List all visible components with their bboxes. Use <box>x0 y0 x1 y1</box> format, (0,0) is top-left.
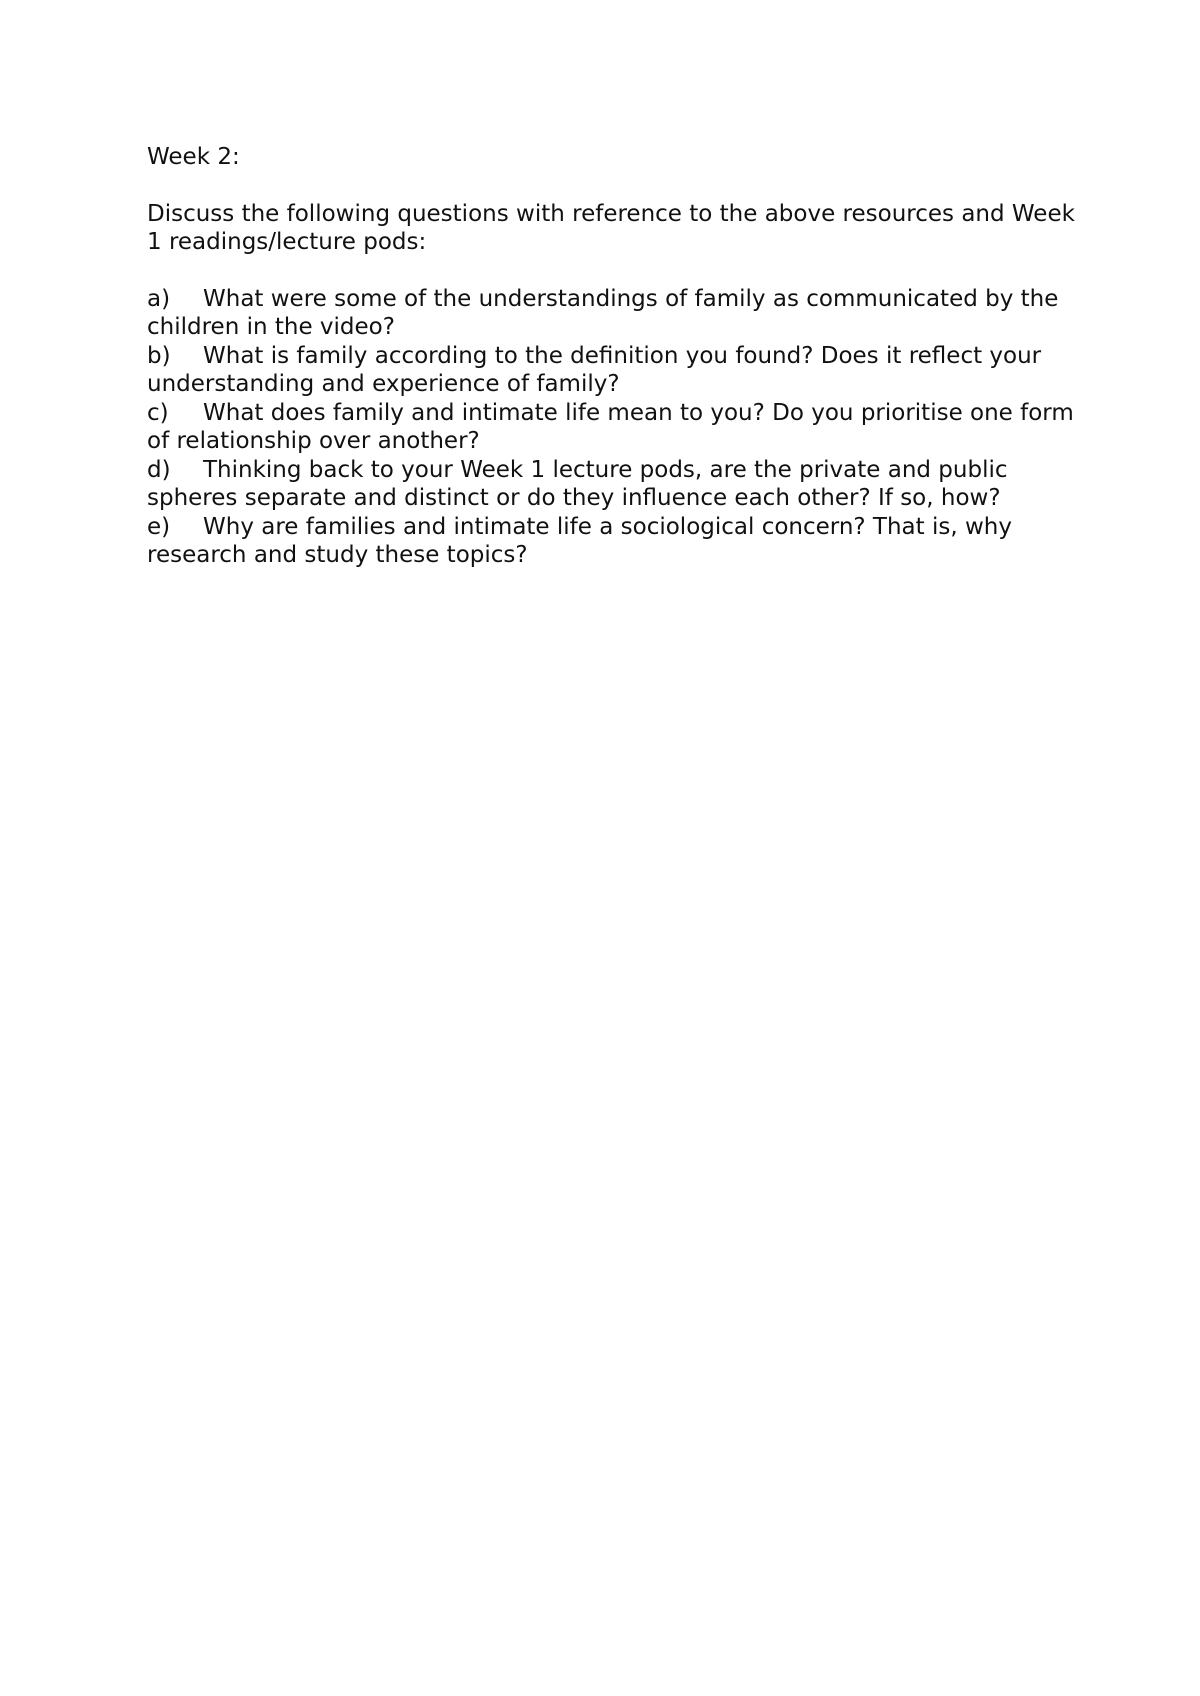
question-letter: b) <box>147 342 171 369</box>
question-list <box>147 285 1087 570</box>
question-letter: c) <box>147 399 169 426</box>
question-letter: a) <box>147 285 171 312</box>
question-text: Why are families and intimate life a sociological concern? That is, why research and study these topics? <box>147 513 1012 568</box>
question-item-a <box>147 285 1087 342</box>
question-item-b <box>147 342 1087 399</box>
question-item-d <box>147 456 1087 513</box>
question-item-e <box>147 513 1087 570</box>
question-text: What does family and intimate life mean to you? Do you prioritise one form of relationship over another? <box>147 399 1074 454</box>
week-heading: Week 2: <box>147 144 240 170</box>
intro-paragraph: Discuss the following questions with reference to the above resources and Week 1 readings/lecture pods: <box>147 200 1075 255</box>
question-text: What is family according to the definition you found? Does it reflect your understanding and experience of family? <box>147 342 1042 397</box>
question-letter: e) <box>147 513 171 540</box>
question-item-c <box>147 399 1087 456</box>
document-page <box>147 143 1087 570</box>
question-letter: d) <box>147 456 171 483</box>
question-text: Thinking back to your Week 1 lecture pods, are the private and public spheres separate and distinct or do they influence each other? If so, how? <box>147 456 1008 511</box>
question-text: What were some of the understandings of family as communicated by the children in the video? <box>147 285 1059 340</box>
